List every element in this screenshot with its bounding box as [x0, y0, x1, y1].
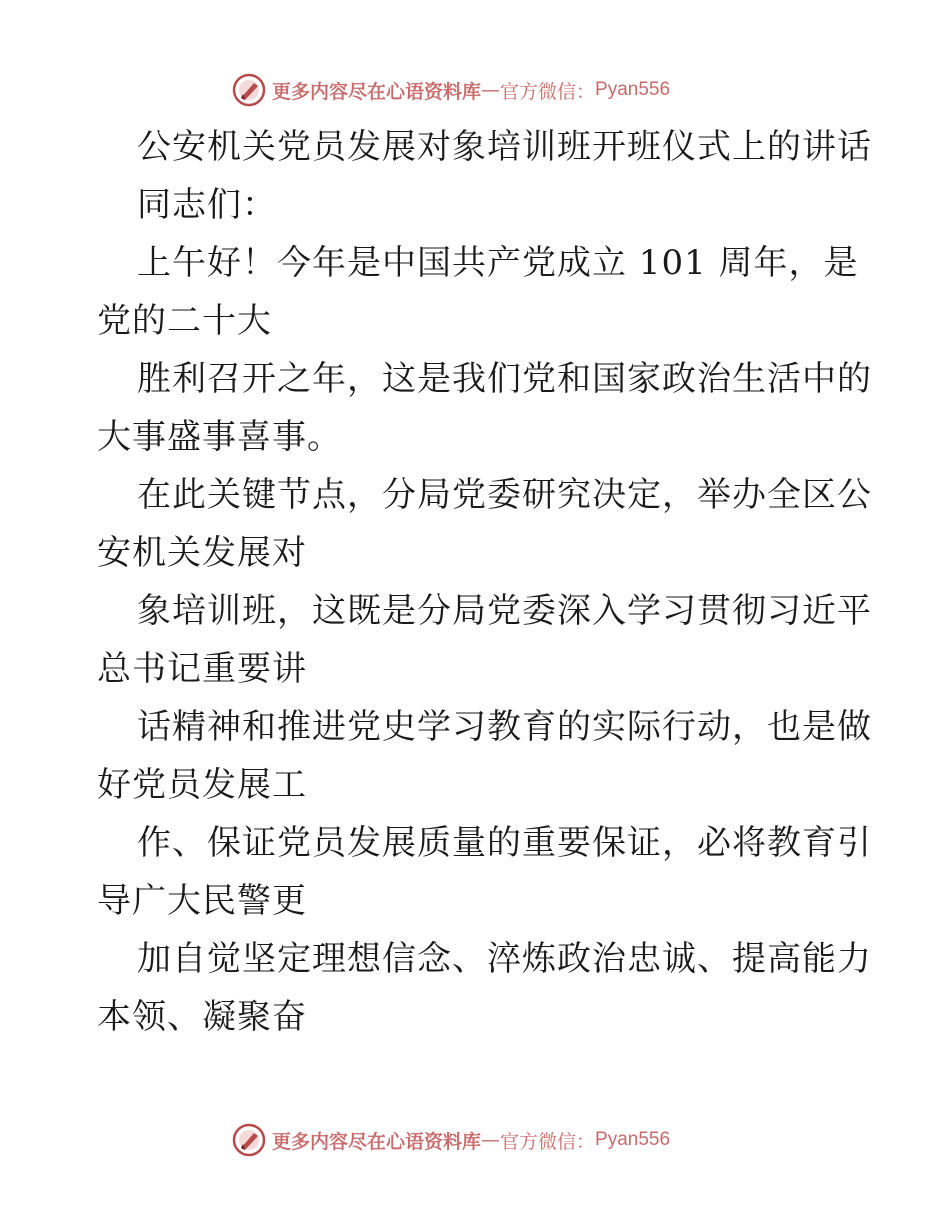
watermark-text: 更多内容尽在心语资料库 — [272, 1130, 482, 1153]
header-watermark — [232, 70, 670, 110]
salutation: 同志们： — [137, 185, 277, 225]
watermark-separator: — — [481, 79, 501, 101]
document-body — [97, 118, 872, 1046]
watermark-wechat-id: Pyan556 — [595, 1129, 671, 1150]
watermark-wechat-label: 官方微信： — [500, 1130, 596, 1153]
paragraph-line: 总书记重要讲 — [97, 649, 307, 689]
pen-logo-icon — [232, 1123, 266, 1157]
pen-logo-icon — [232, 73, 266, 107]
paragraph-line: 本领、凝聚奋 — [97, 997, 307, 1037]
watermark-wechat-label: 官方微信： — [500, 80, 596, 103]
paragraph-line: 党的二十大 — [97, 301, 272, 341]
paragraph-line: 胜利召开之年，这是我们党和国家政治生活中的 — [137, 359, 872, 399]
paragraph-line: 大事盛事喜事。 — [97, 417, 342, 457]
watermark-separator: — — [481, 1129, 501, 1151]
paragraph-line: 好党员发展工 — [97, 765, 307, 805]
paragraph-line: 安机关发展对 — [97, 533, 307, 573]
paragraph-line: 在此关键节点，分局党委研究决定，举办全区公 — [137, 475, 872, 515]
footer-watermark — [232, 1120, 670, 1160]
watermark-text: 更多内容尽在心语资料库 — [272, 80, 482, 103]
paragraph-line: 导广大民警更 — [97, 881, 307, 921]
document-title: 公安机关党员发展对象培训班开班仪式上的讲话 — [137, 127, 872, 167]
paragraph-line: 象培训班，这既是分局党委深入学习贯彻习近平 — [137, 591, 872, 631]
paragraph-line: 上午好！今年是中国共产党成立 101 周年，是 — [137, 243, 859, 283]
watermark-wechat-id: Pyan556 — [595, 79, 671, 100]
paragraph-line: 作、保证党员发展质量的重要保证，必将教育引 — [137, 823, 872, 863]
paragraph-line: 加自觉坚定理想信念、淬炼政治忠诚、提高能力 — [137, 939, 872, 979]
paragraph-line: 话精神和推进党史学习教育的实际行动，也是做 — [137, 707, 872, 747]
